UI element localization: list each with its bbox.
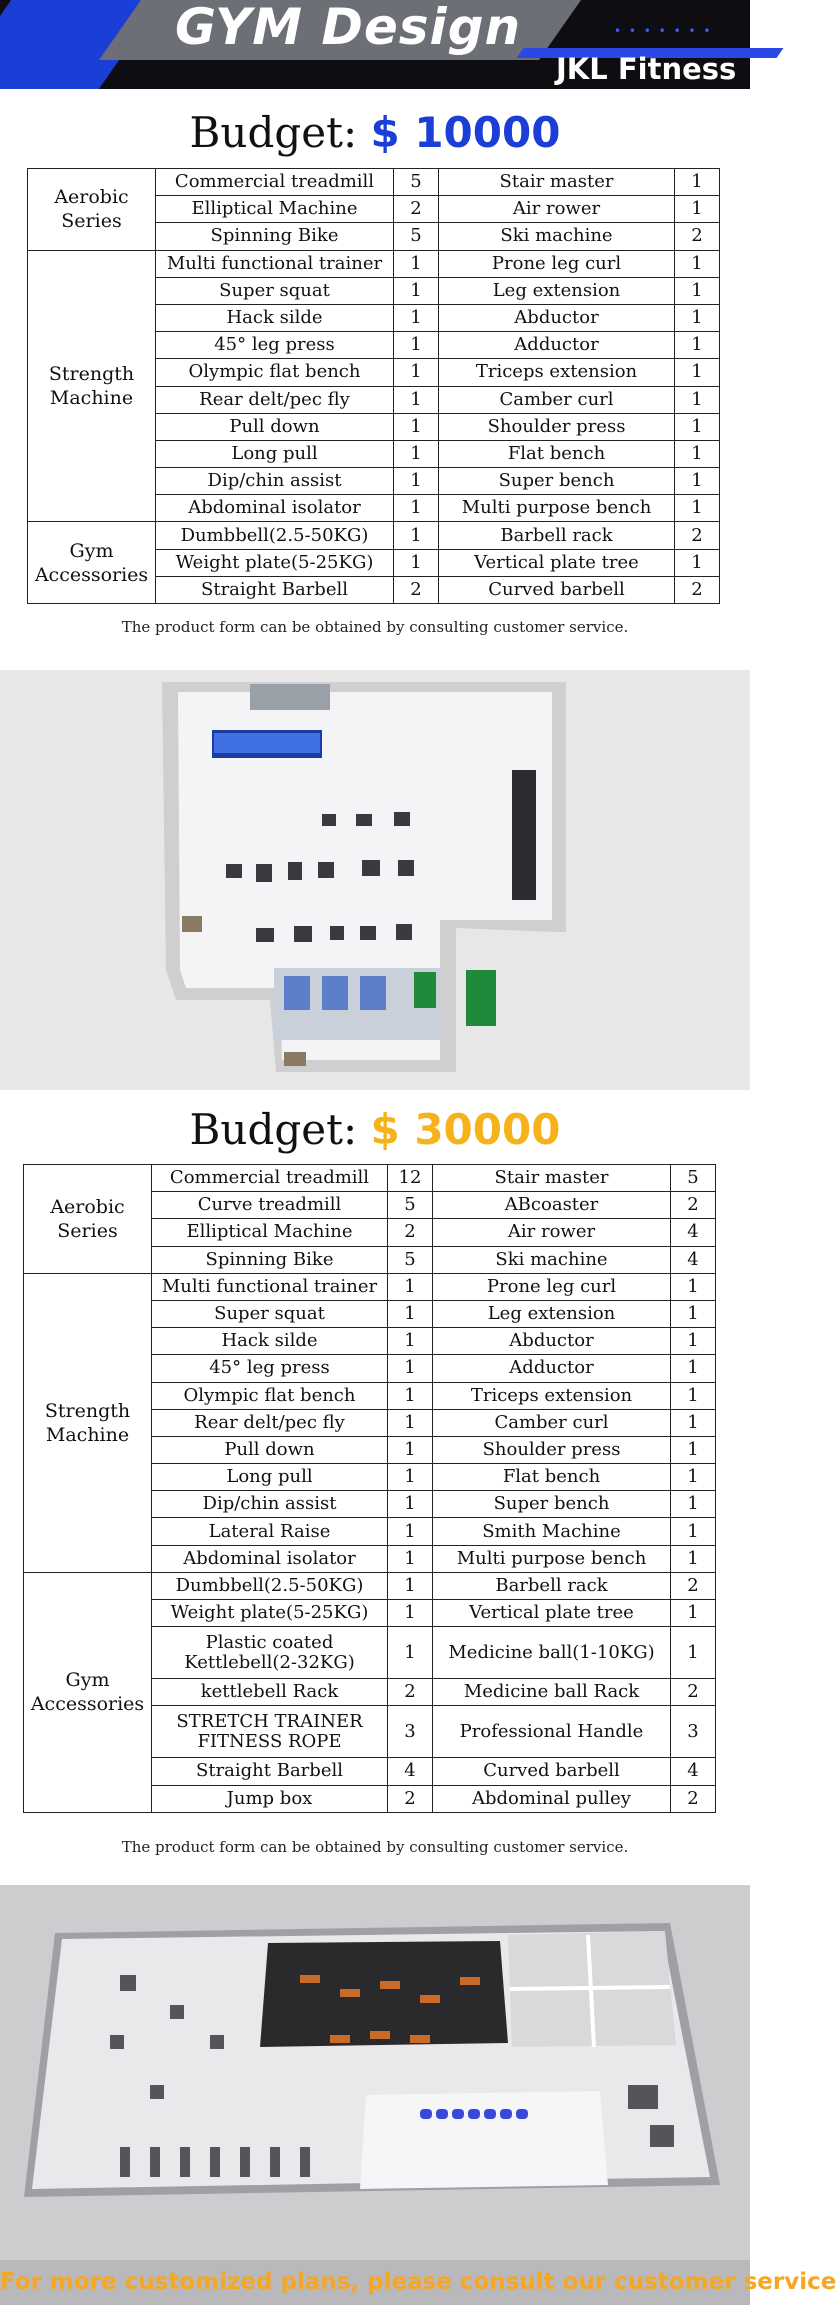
item-name: Dip/chin assist xyxy=(152,1491,388,1518)
item-qty: 2 xyxy=(671,1679,716,1706)
item-qty: 1 xyxy=(675,169,720,196)
item-qty: 1 xyxy=(671,1409,716,1436)
item-qty: 1 xyxy=(388,1436,433,1463)
item-name: Multi purpose bench xyxy=(439,495,675,522)
item-name: Dumbbell(2.5-50KG) xyxy=(152,1572,388,1599)
item-qty: 1 xyxy=(388,1300,433,1327)
table-row xyxy=(24,1165,716,1192)
item-qty: 12 xyxy=(388,1165,433,1192)
item-qty: 1 xyxy=(394,359,439,386)
item-qty: 1 xyxy=(675,413,720,440)
item-name: STRETCH TRAINER FITNESS ROPE xyxy=(152,1706,388,1758)
item-name: kettlebell Rack xyxy=(152,1679,388,1706)
item-name: Leg extension xyxy=(439,277,675,304)
item-qty: 2 xyxy=(388,1219,433,1246)
item-qty: 1 xyxy=(671,1273,716,1300)
item-name: Multi functional trainer xyxy=(152,1273,388,1300)
item-name: Triceps extension xyxy=(439,359,675,386)
item-qty: 1 xyxy=(675,304,720,331)
category-aerobic: Aerobic Series xyxy=(24,1165,152,1274)
item-name: Weight plate(5-25KG) xyxy=(152,1600,388,1627)
item-name: Abductor xyxy=(439,304,675,331)
item-qty: 1 xyxy=(675,332,720,359)
item-name: Straight Barbell xyxy=(152,1758,388,1785)
item-qty: 5 xyxy=(394,223,439,250)
item-name: Pull down xyxy=(156,413,394,440)
item-qty: 2 xyxy=(671,1572,716,1599)
item-name: Commercial treadmill xyxy=(156,169,394,196)
table-note-1: The product form can be obtained by consulting customer service. xyxy=(121,618,629,636)
item-qty: 1 xyxy=(388,1491,433,1518)
item-qty: 1 xyxy=(388,1273,433,1300)
footer-banner xyxy=(0,2260,836,2305)
item-name: Abdominal pulley xyxy=(433,1785,671,1812)
table-row xyxy=(28,522,720,549)
item-qty: 1 xyxy=(388,1627,433,1679)
item-qty: 1 xyxy=(675,440,720,467)
item-name: Barbell rack xyxy=(439,522,675,549)
item-qty: 1 xyxy=(675,359,720,386)
item-name: Curved barbell xyxy=(433,1758,671,1785)
item-qty: 1 xyxy=(671,1600,716,1627)
item-name: Dip/chin assist xyxy=(156,468,394,495)
item-qty: 1 xyxy=(671,1355,716,1382)
table-row xyxy=(24,1273,716,1300)
item-name: Adductor xyxy=(433,1355,671,1382)
item-qty: 1 xyxy=(394,522,439,549)
item-name: Flat bench xyxy=(439,440,675,467)
item-name: Weight plate(5-25KG) xyxy=(156,549,394,576)
item-name: Curved barbell xyxy=(439,576,675,603)
item-qty: 4 xyxy=(671,1219,716,1246)
item-qty: 1 xyxy=(675,386,720,413)
item-name: Plastic coated Kettlebell(2-32KG) xyxy=(152,1627,388,1679)
item-name: Pull down xyxy=(152,1436,388,1463)
budget-amount: $ 10000 xyxy=(370,108,561,157)
item-name: Air rower xyxy=(433,1219,671,1246)
item-qty: 2 xyxy=(394,576,439,603)
item-name: Camber curl xyxy=(433,1409,671,1436)
item-name: Dumbbell(2.5-50KG) xyxy=(156,522,394,549)
item-qty: 2 xyxy=(675,576,720,603)
item-qty: 1 xyxy=(394,277,439,304)
item-qty: 1 xyxy=(388,1600,433,1627)
item-name: Rear delt/pec fly xyxy=(156,386,394,413)
item-name: Vertical plate tree xyxy=(439,549,675,576)
item-name: Shoulder press xyxy=(433,1436,671,1463)
floor-plan-illustration xyxy=(0,670,750,1090)
item-name: Super squat xyxy=(152,1300,388,1327)
budget-heading-1 xyxy=(0,108,750,157)
item-name: Multi purpose bench xyxy=(433,1545,671,1572)
item-name: Camber curl xyxy=(439,386,675,413)
item-qty: 1 xyxy=(388,1382,433,1409)
item-qty: 1 xyxy=(394,250,439,277)
item-qty: 1 xyxy=(671,1545,716,1572)
budget-heading-2 xyxy=(0,1105,750,1154)
table-row xyxy=(28,250,720,277)
item-qty: 2 xyxy=(675,522,720,549)
item-name: Shoulder press xyxy=(439,413,675,440)
equipment-table-1 xyxy=(27,168,720,604)
brand-name: JKL Fitness xyxy=(556,52,737,86)
gym-layout-render-1 xyxy=(0,670,750,1090)
table-body xyxy=(24,1165,716,1813)
item-qty: 5 xyxy=(671,1165,716,1192)
item-name: 45° leg press xyxy=(152,1355,388,1382)
item-name: Lateral Raise xyxy=(152,1518,388,1545)
item-name: Long pull xyxy=(152,1464,388,1491)
item-qty: 1 xyxy=(675,468,720,495)
item-qty: 1 xyxy=(394,440,439,467)
table-note-2: The product form can be obtained by consulting customer service. xyxy=(121,1838,629,1856)
item-qty: 1 xyxy=(394,468,439,495)
item-name: Triceps extension xyxy=(433,1382,671,1409)
item-qty: 1 xyxy=(675,196,720,223)
item-qty: 3 xyxy=(671,1706,716,1758)
table-row xyxy=(24,1572,716,1599)
item-name: Vertical plate tree xyxy=(433,1600,671,1627)
item-qty: 4 xyxy=(671,1246,716,1273)
item-qty: 1 xyxy=(671,1627,716,1679)
item-name: Straight Barbell xyxy=(156,576,394,603)
item-qty: 1 xyxy=(671,1300,716,1327)
item-qty: 1 xyxy=(671,1382,716,1409)
item-name: Abdominal isolator xyxy=(152,1545,388,1572)
item-name: Prone leg curl xyxy=(433,1273,671,1300)
category-aerobic: Aerobic Series xyxy=(28,169,156,251)
item-qty: 5 xyxy=(388,1192,433,1219)
category-accessories: Gym Accessories xyxy=(28,522,156,604)
item-qty: 2 xyxy=(675,223,720,250)
item-name: Ski machine xyxy=(433,1246,671,1273)
item-qty: 4 xyxy=(671,1758,716,1785)
item-qty: 3 xyxy=(388,1706,433,1758)
category-accessories: Gym Accessories xyxy=(24,1572,152,1812)
item-name: Super bench xyxy=(439,468,675,495)
item-name: Leg extension xyxy=(433,1300,671,1327)
item-qty: 2 xyxy=(394,196,439,223)
item-qty: 1 xyxy=(675,250,720,277)
item-name: Commercial treadmill xyxy=(152,1165,388,1192)
item-name: Hack silde xyxy=(152,1328,388,1355)
budget-label: Budget: xyxy=(189,1105,358,1154)
item-name: Elliptical Machine xyxy=(156,196,394,223)
table-body xyxy=(28,169,720,604)
item-qty: 5 xyxy=(388,1246,433,1273)
item-name: Multi functional trainer xyxy=(156,250,394,277)
item-qty: 1 xyxy=(388,1355,433,1382)
item-qty: 2 xyxy=(671,1785,716,1812)
item-qty: 1 xyxy=(394,495,439,522)
item-qty: 1 xyxy=(675,549,720,576)
item-name: Spinning Bike xyxy=(152,1246,388,1273)
item-name: Super bench xyxy=(433,1491,671,1518)
item-name: Stair master xyxy=(433,1165,671,1192)
item-qty: 1 xyxy=(675,495,720,522)
item-name: Smith Machine xyxy=(433,1518,671,1545)
item-qty: 1 xyxy=(394,332,439,359)
item-qty: 1 xyxy=(671,1464,716,1491)
item-qty: 1 xyxy=(671,1491,716,1518)
footer-text: For more customized plans, please consult our customer service xyxy=(0,2269,836,2295)
table-row xyxy=(28,169,720,196)
header-banner xyxy=(0,0,750,89)
category-strength: Strength Machine xyxy=(28,250,156,522)
budget-amount: $ 30000 xyxy=(370,1105,561,1154)
item-name: Prone leg curl xyxy=(439,250,675,277)
item-qty: 5 xyxy=(394,169,439,196)
item-qty: 1 xyxy=(388,1464,433,1491)
item-qty: 1 xyxy=(675,277,720,304)
item-name: Elliptical Machine xyxy=(152,1219,388,1246)
item-qty: 2 xyxy=(388,1785,433,1812)
item-qty: 1 xyxy=(394,549,439,576)
page-title: GYM Design xyxy=(175,0,522,56)
item-name: Abdominal isolator xyxy=(156,495,394,522)
item-name: Olympic flat bench xyxy=(156,359,394,386)
item-qty: 1 xyxy=(671,1328,716,1355)
budget-label: Budget: xyxy=(189,108,358,157)
item-qty: 2 xyxy=(671,1192,716,1219)
item-name: Abductor xyxy=(433,1328,671,1355)
equipment-table-2 xyxy=(23,1164,716,1813)
item-qty: 1 xyxy=(671,1436,716,1463)
item-name: Air rower xyxy=(439,196,675,223)
item-name: Super squat xyxy=(156,277,394,304)
item-name: Ski machine xyxy=(439,223,675,250)
item-name: Stair master xyxy=(439,169,675,196)
item-qty: 1 xyxy=(388,1572,433,1599)
item-qty: 1 xyxy=(388,1328,433,1355)
item-name: 45° leg press xyxy=(156,332,394,359)
floor-plan-illustration xyxy=(0,1885,750,2260)
item-name: Spinning Bike xyxy=(156,223,394,250)
item-name: Medicine ball Rack xyxy=(433,1679,671,1706)
item-name: Rear delt/pec fly xyxy=(152,1409,388,1436)
category-strength: Strength Machine xyxy=(24,1273,152,1572)
item-name: ABcoaster xyxy=(433,1192,671,1219)
item-qty: 1 xyxy=(394,304,439,331)
item-qty: 1 xyxy=(388,1545,433,1572)
item-name: Medicine ball(1-10KG) xyxy=(433,1627,671,1679)
header-dots: • • • • • • • xyxy=(614,24,713,38)
item-name: Hack silde xyxy=(156,304,394,331)
item-name: Curve treadmill xyxy=(152,1192,388,1219)
item-name: Long pull xyxy=(156,440,394,467)
item-name: Adductor xyxy=(439,332,675,359)
item-qty: 2 xyxy=(388,1679,433,1706)
item-qty: 4 xyxy=(388,1758,433,1785)
item-qty: 1 xyxy=(394,386,439,413)
item-name: Professional Handle xyxy=(433,1706,671,1758)
item-name: Flat bench xyxy=(433,1464,671,1491)
item-qty: 1 xyxy=(394,413,439,440)
item-name: Olympic flat bench xyxy=(152,1382,388,1409)
item-name: Barbell rack xyxy=(433,1572,671,1599)
item-name: Jump box xyxy=(152,1785,388,1812)
item-qty: 1 xyxy=(388,1518,433,1545)
item-qty: 1 xyxy=(388,1409,433,1436)
gym-layout-render-2 xyxy=(0,1885,750,2260)
item-qty: 1 xyxy=(671,1518,716,1545)
